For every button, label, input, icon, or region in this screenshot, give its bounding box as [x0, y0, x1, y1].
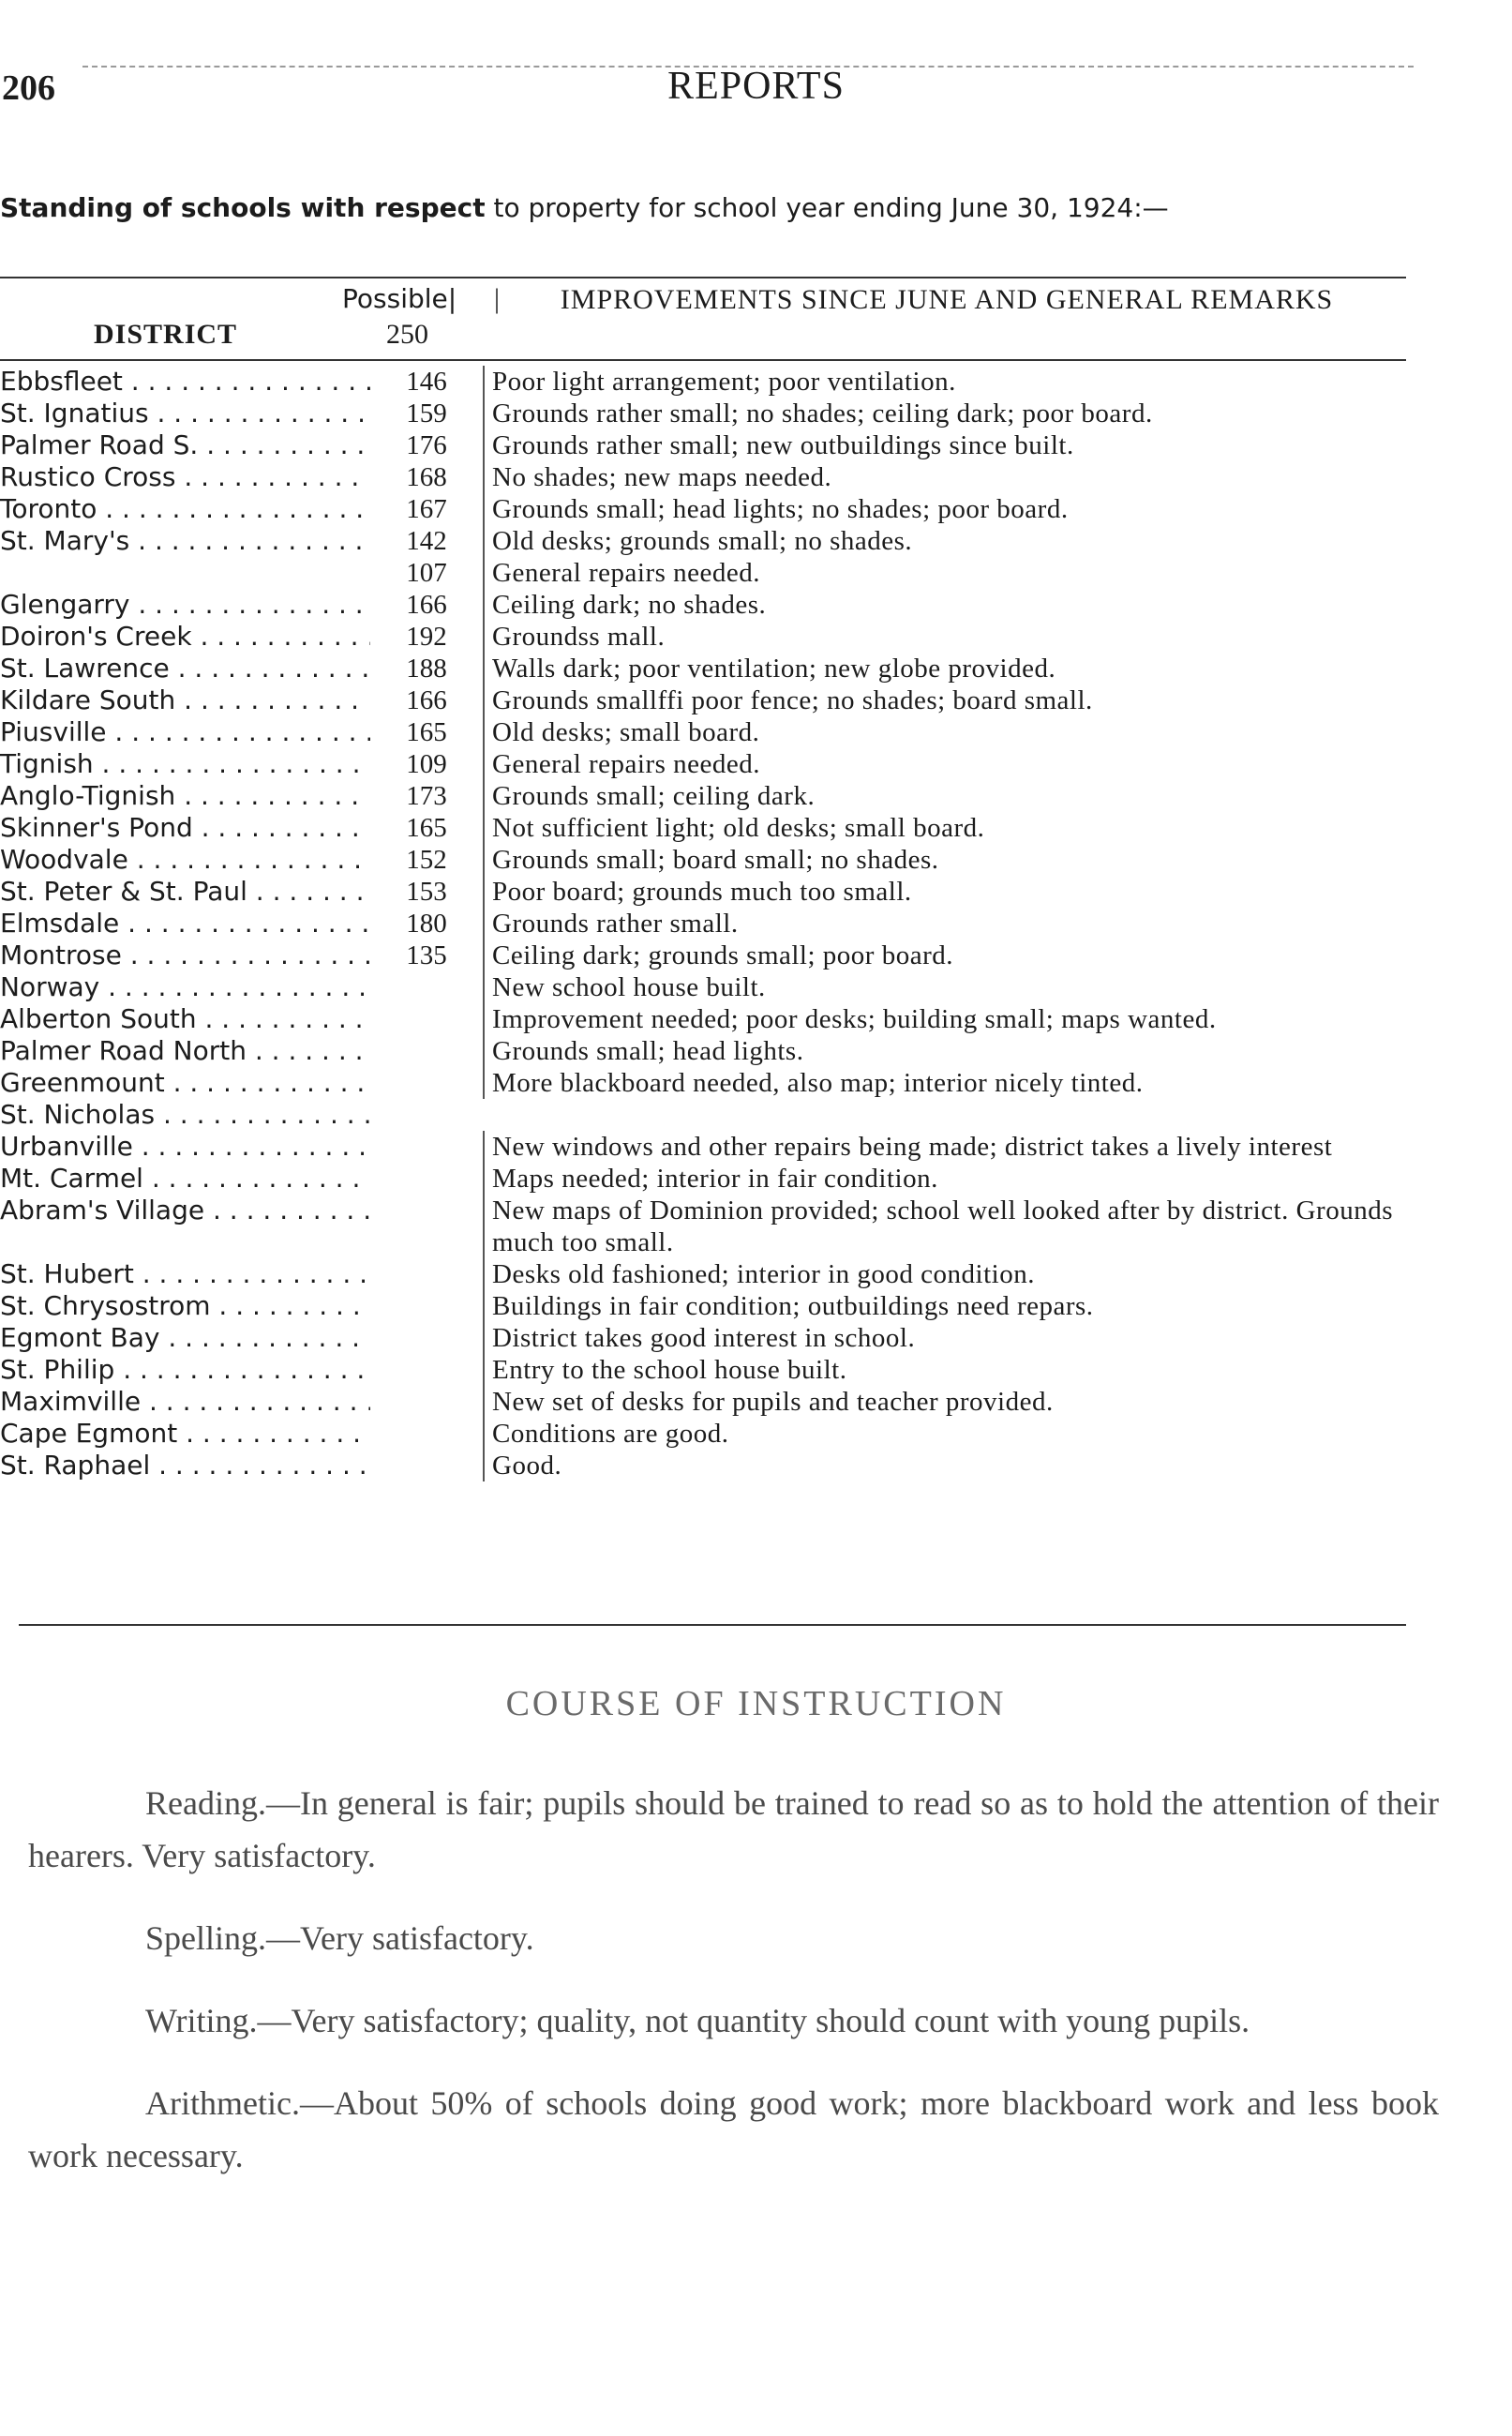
- district-column-header: DISTRICT: [94, 319, 238, 350]
- possible-score: 146: [406, 367, 447, 397]
- district-name: Cape Egmont . . .: [0, 1418, 370, 1450]
- course-paragraph: Spelling.—Very satisfactory.: [145, 1919, 534, 1957]
- remark: Improvement needed; poor desks; building small; maps wanted.: [483, 1003, 1458, 1035]
- possible-score: 180: [406, 909, 447, 939]
- table-row: [0, 1131, 1512, 1163]
- table-row: [0, 684, 1512, 716]
- remark: Poor light arrangement; poor ventilation.: [483, 366, 1458, 398]
- table-row: [0, 716, 1512, 748]
- section-title: COURSE OF INSTRUCTION: [505, 1684, 1007, 1723]
- possible-score: 159: [406, 398, 447, 429]
- remarks-column-header: IMPROVEMENTS SINCE JUNE AND GENERAL REMARKS: [560, 284, 1334, 315]
- table-row: [0, 1354, 1512, 1386]
- table-row: [0, 812, 1512, 844]
- table-header-rule: [0, 359, 1406, 361]
- table-row: [0, 1418, 1512, 1450]
- page-number: 206: [2, 68, 55, 108]
- district-name: Abram's Village . . .: [0, 1195, 370, 1226]
- remark: District takes good interest in school.: [483, 1322, 1458, 1354]
- district-name: Skinner's Pond . . .: [0, 812, 370, 844]
- possible-score: 173: [406, 781, 447, 811]
- table-row: [0, 398, 1512, 429]
- course-body: [28, 1777, 1439, 2212]
- district-name: Elmsdale . . .: [0, 908, 370, 940]
- district-name: Greenmount . . .: [0, 1067, 370, 1099]
- remark: Good.: [483, 1450, 1458, 1481]
- table-row: [0, 1035, 1512, 1067]
- possible-score: 167: [406, 494, 447, 524]
- district-name: Norway . . .: [0, 971, 370, 1003]
- table-row: [0, 1322, 1512, 1354]
- district-name: St. Hubert . . .: [0, 1258, 370, 1290]
- possible-score: 142: [406, 526, 447, 556]
- district-name: St. Lawrence . . .: [0, 653, 370, 684]
- possible-score: 168: [406, 462, 447, 492]
- course-paragraph: Writing.—Very satisfactory; quality, not quantity should count with young pupils.: [145, 2002, 1250, 2039]
- district-name: Anglo-Tignish . . .: [0, 780, 370, 812]
- remark: Ceiling dark; grounds small; poor board.: [483, 940, 1458, 971]
- max-score: 250: [386, 319, 428, 350]
- possible-score: 153: [406, 877, 447, 907]
- district-name: St. Peter & St. Paul . . .: [0, 876, 370, 908]
- district-name: St. Raphael . . .: [0, 1450, 370, 1481]
- table-row: [0, 1195, 1512, 1258]
- district-name: St. Chrysostrom . . .: [0, 1290, 370, 1322]
- table-row: [0, 589, 1512, 621]
- district-name: St. Philip . . .: [0, 1354, 370, 1386]
- caption-rest: to property for school year ending June 30, 1924:—: [485, 192, 1169, 223]
- district-name: Rustico Cross . . .: [0, 461, 370, 493]
- district-name: Montrose . . .: [0, 940, 370, 971]
- course-paragraph: Arithmetic.—About 50% of schools doing good work; more blackboard work and less book work necessary.: [28, 2084, 1439, 2174]
- possible-score: 165: [406, 717, 447, 747]
- remark: Buildings in fair condition; outbuildings need repars.: [483, 1290, 1458, 1322]
- remark: Ceiling dark; no shades.: [483, 589, 1458, 621]
- remark: Grounds rather small; no shades; ceiling dark; poor board.: [483, 398, 1458, 429]
- district-name: Doiron's Creek . . .: [0, 621, 370, 653]
- possible-score: 109: [406, 749, 447, 779]
- table-row: [0, 366, 1512, 398]
- course-paragraph: Reading.—In general is fair; pupils should be trained to read so as to hold the attention of their hearers. Very satisfactory.: [28, 1784, 1439, 1874]
- district-name: Toronto . . .: [0, 493, 370, 525]
- remark: Grounds small; head lights; no shades; poor board.: [483, 493, 1458, 525]
- district-name: Palmer Road North . . .: [0, 1035, 370, 1067]
- table-row: [0, 1003, 1512, 1035]
- remark: General repairs needed.: [483, 748, 1458, 780]
- table-body: [0, 366, 1512, 1481]
- remark: Walls dark; poor ventilation; new globe provided.: [483, 653, 1458, 684]
- table-row: [0, 1258, 1512, 1290]
- remark: New set of desks for pupils and teacher provided.: [483, 1386, 1458, 1418]
- district-name: Woodvale . . .: [0, 844, 370, 876]
- table-bottom-rule: [19, 1624, 1406, 1626]
- table-row: [0, 429, 1512, 461]
- district-name: Ebbsfleet . . .: [0, 366, 370, 398]
- district-name: Mt. Carmel . . .: [0, 1163, 370, 1195]
- district-name: St. Mary's . . .: [0, 525, 370, 557]
- table-row: [0, 971, 1512, 1003]
- remark: Old desks; grounds small; no shades.: [483, 525, 1458, 557]
- table-row: [0, 748, 1512, 780]
- possible-score: 166: [406, 590, 447, 620]
- remark: Grounds small; board small; no shades.: [483, 844, 1458, 876]
- running-head: REPORTS: [667, 65, 845, 108]
- table-header: [0, 281, 1512, 356]
- table-top-rule: [0, 277, 1406, 278]
- possible-score: 165: [406, 813, 447, 843]
- remark: Conditions are good.: [483, 1418, 1458, 1450]
- page-header: [0, 56, 1512, 113]
- remark: Maps needed; interior in fair condition.: [483, 1163, 1458, 1195]
- remark: New maps of Dominion provided; school well looked after by district. Grounds much too small.: [483, 1195, 1458, 1258]
- district-name: Kildare South . . .: [0, 684, 370, 716]
- district-name: Urbanville . . .: [0, 1131, 370, 1163]
- table-row: [0, 1099, 1512, 1131]
- table-row: [0, 653, 1512, 684]
- table-row: [0, 844, 1512, 876]
- remark: Groundss mall.: [483, 621, 1458, 653]
- district-name: Glengarry . . .: [0, 589, 370, 621]
- possible-score: 188: [406, 654, 447, 684]
- possible-column-header: Possible|: [342, 283, 457, 314]
- table-row: [0, 1290, 1512, 1322]
- table-row: [0, 1067, 1512, 1099]
- remark: More blackboard needed, also map; interior nicely tinted.: [483, 1067, 1458, 1099]
- remark: Grounds small; ceiling dark.: [483, 780, 1458, 812]
- table-row: [0, 621, 1512, 653]
- district-name: St. Ignatius . . .: [0, 398, 370, 429]
- table-row: [0, 908, 1512, 940]
- table-row: [0, 876, 1512, 908]
- remark: Grounds rather small; new outbuildings since built.: [483, 429, 1458, 461]
- possible-score: 192: [406, 622, 447, 652]
- possible-score: 166: [406, 685, 447, 715]
- remark: New windows and other repairs being made; district takes a lively interest: [483, 1131, 1458, 1163]
- remark: Grounds smallffi poor fence; no shades; board small.: [483, 684, 1458, 716]
- district-name: Maximville . . .: [0, 1386, 370, 1418]
- district-name: Palmer Road S. . . .: [0, 429, 370, 461]
- district-name: Egmont Bay . . .: [0, 1322, 370, 1354]
- table-row: [0, 1450, 1512, 1481]
- table-row: [0, 557, 1512, 589]
- table-row: [0, 461, 1512, 493]
- table-caption: [0, 192, 1169, 223]
- remark: Desks old fashioned; interior in good condition.: [483, 1258, 1458, 1290]
- table-row: [0, 493, 1512, 525]
- remark: Entry to the school house built.: [483, 1354, 1458, 1386]
- district-name: Piusville . . .: [0, 716, 370, 748]
- district-name: St. Nicholas . . .: [0, 1099, 370, 1131]
- table-row: [0, 525, 1512, 557]
- district-name: Alberton South . . .: [0, 1003, 370, 1035]
- header-separator: |: [494, 283, 501, 314]
- remark: New school house built.: [483, 971, 1458, 1003]
- remark: Grounds small; head lights.: [483, 1035, 1458, 1067]
- possible-score: 152: [406, 845, 447, 875]
- caption-lead: Standing of schools with respect: [0, 192, 486, 223]
- table-row: [0, 780, 1512, 812]
- remark: General repairs needed.: [483, 557, 1458, 589]
- district-name: Tignish . . .: [0, 748, 370, 780]
- table-row: [0, 1386, 1512, 1418]
- remark: Not sufficient light; old desks; small board.: [483, 812, 1458, 844]
- possible-score: 176: [406, 430, 447, 460]
- possible-score: 135: [406, 940, 447, 970]
- remark: Poor board; grounds much too small.: [483, 876, 1458, 908]
- possible-score: 107: [406, 558, 447, 588]
- remark: Old desks; small board.: [483, 716, 1458, 748]
- table-row: [0, 940, 1512, 971]
- remark: Grounds rather small.: [483, 908, 1458, 940]
- table-row: [0, 1163, 1512, 1195]
- remark: No shades; new maps needed.: [483, 461, 1458, 493]
